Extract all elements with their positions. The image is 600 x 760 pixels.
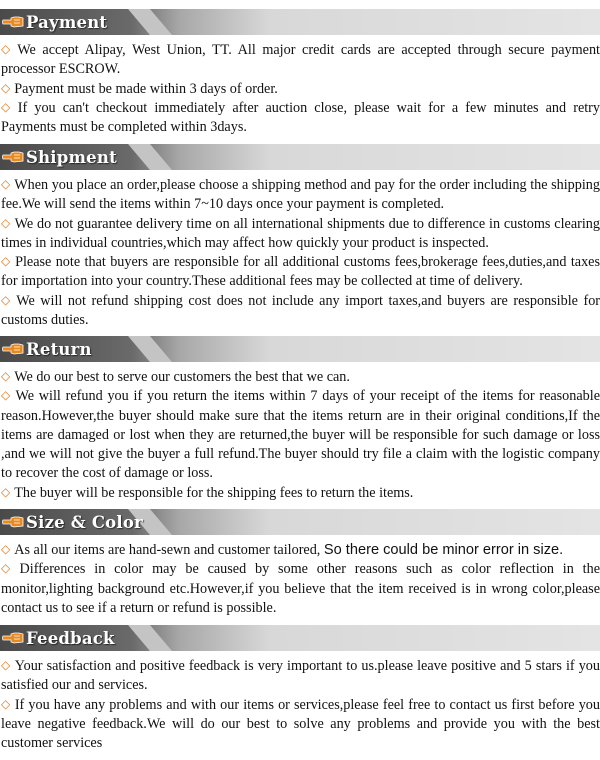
section-title: Return [26,339,92,359]
section-title: Feedback [26,628,115,648]
paragraph-text: Payment must be made within 3 days of order. [14,80,278,97]
diamond-outline-icon: ◇ [1,177,11,191]
section-return [0,336,600,503]
diamond-outline-icon: ◇ [1,484,11,499]
paragraph [1,368,600,387]
diamond-outline-icon: ◇ [1,388,12,403]
paragraph [1,99,600,138]
paragraph-text: As all our items are hand-sewn and customer tailored, [14,542,321,558]
diamond-outline-icon: ◇ [1,254,12,269]
paragraph-text: Differences in color may be caused by some other reasons such as color reflection in the monitor,lighting background etc.However,if you believe that the item received is in wrong color,please contact us to see if a return or refund is possible. [1,561,600,616]
paragraph [1,292,600,331]
paragraph [1,657,600,696]
diamond-outline-icon: ◇ [1,42,14,56]
pointing-hand-icon [2,515,24,529]
diamond-outline-icon: ◇ [1,658,11,672]
diamond-outline-icon: ◇ [1,369,11,383]
diamond-outline-icon: ◇ [1,215,11,230]
section-shipment [0,144,600,330]
pointing-hand-icon [2,150,24,164]
section-feedback [0,625,600,753]
paragraph-text: Please note that buyers are responsible for all additional customs fees,brokerage fees,duties,and taxes for importation into your country.These additional fees may be collected at time of delivery. [1,254,600,290]
paragraph-text: We will refund you if you return the items within 7 days of your receipt of the items for reasonable reason.However,the buyer should make sure that the items return are in their original conditions,If the items are damaged or lost when they are returned,the buyer will be responsible for such damage or loss ,and we will not give the buyer a full refund.The buyer should try file a claim with the logistic company to recover the cost of damage or loss. [1,388,600,482]
paragraph [1,253,600,292]
paragraph-text: We accept Alipay, West Union, TT. All major credit cards are accepted through secure payment processor ESCROW. [1,42,600,78]
paragraph-text: When you place an order,please choose a shipping method and pay for the order including the shipping fee.We will send the items within 7~10 days once your payment is completed. [1,177,600,213]
pointing-hand-icon [2,15,24,29]
paragraph [1,696,600,754]
paragraph [1,41,600,80]
paragraph [1,560,600,618]
pointing-hand-icon [2,342,24,356]
paragraph-text: Your satisfaction and positive feedback is very important to us.please leave positive and 5 stars if you satisfied our and services. [1,658,600,694]
paragraph [1,80,600,99]
section-title: Payment [26,12,108,32]
section-header [0,509,600,535]
section-size-color [0,509,600,618]
paragraph-text: We do not guarantee delivery time on all international shipments due to difference in customs clearing times in individual countries,which may affect how quickly your product is inspected. [1,215,600,251]
size-note: So there could be minor error in size. [323,542,564,558]
paragraph-text: If you can't checkout immediately after auction close, please wait for a few minutes and retry Payments must be completed within 3days. [1,99,600,136]
diamond-outline-icon: ◇ [1,80,11,95]
paragraph-text: We will not refund shipping cost does not include any import taxes,and buyers are responsible for customs duties. [1,292,600,329]
section-header [0,9,600,35]
section-header [0,336,600,362]
paragraph-text: The buyer will be responsible for the shipping fees to return the items. [14,484,414,501]
section-title: Size & Color [26,512,143,532]
diamond-outline-icon: ◇ [1,561,16,576]
paragraph-text: If you have any problems and with our items or services,please feel free to contact us first before you leave negative feedback.We will do our best to solve any problems and provide you with the best customer services [1,696,600,752]
paragraph [1,541,600,560]
diamond-outline-icon: ◇ [1,696,11,711]
section-header [0,144,600,170]
diamond-outline-icon: ◇ [1,542,11,556]
paragraph [1,176,600,215]
paragraph [1,484,600,503]
paragraph-text: We do our best to serve our customers the best that we can. [14,369,350,385]
section-header [0,625,600,651]
paragraph [1,215,600,254]
diamond-outline-icon: ◇ [1,99,14,114]
paragraph [1,387,600,483]
pointing-hand-icon [2,631,24,645]
diamond-outline-icon: ◇ [1,292,13,307]
section-payment [0,9,600,137]
section-title: Shipment [26,147,117,167]
